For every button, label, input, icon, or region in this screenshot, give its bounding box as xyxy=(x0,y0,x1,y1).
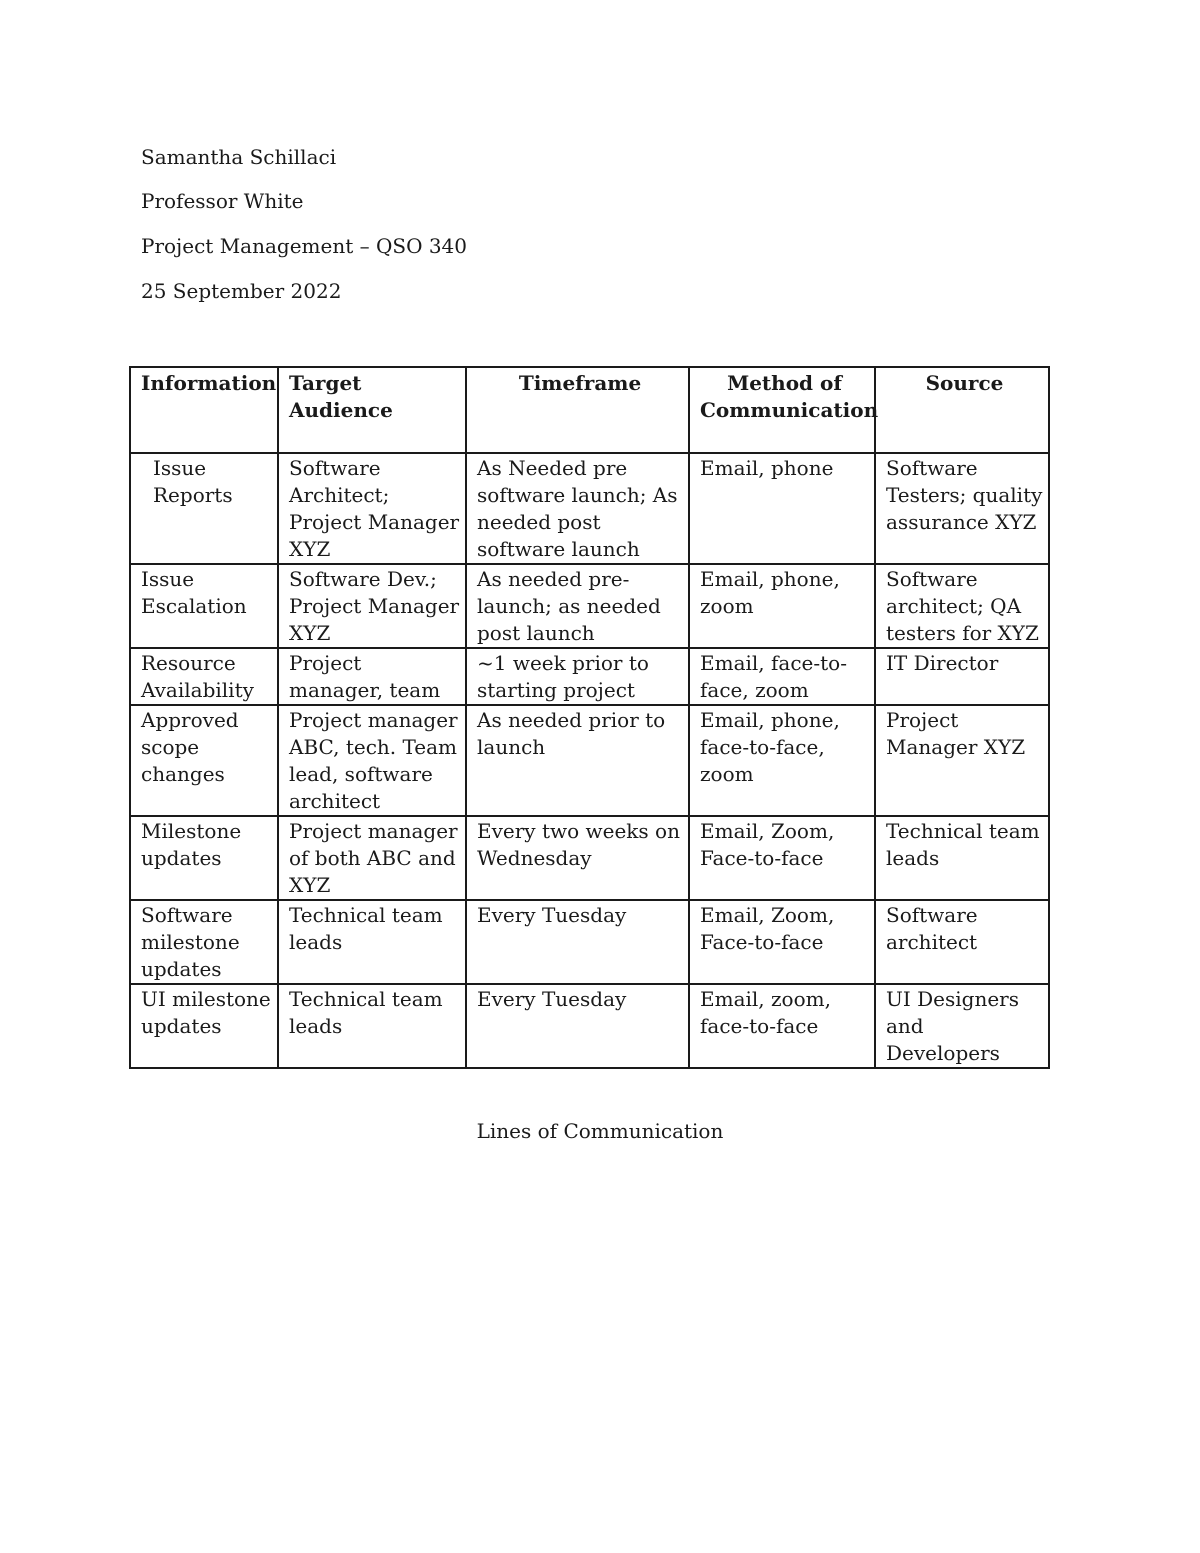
cell-information: Resource Availability xyxy=(130,648,278,705)
cell-source: IT Director xyxy=(875,648,1049,705)
cell-information: Approved scope changes xyxy=(130,705,278,816)
communication-table xyxy=(129,366,1050,1069)
cell-target-audience: Software Architect; Project Manager XYZ xyxy=(278,453,466,564)
cell-source: UI Designers and Developers xyxy=(875,984,1049,1068)
cell-timeframe: Every two weeks on Wednesday xyxy=(466,816,689,900)
cell-target-audience: Project manager of both ABC and XYZ xyxy=(278,816,466,900)
table-row xyxy=(130,564,1049,648)
cell-method: Email, phone, face-to-face, zoom xyxy=(689,705,875,816)
column-header-target-audience: Target Audience xyxy=(278,367,466,453)
table-row xyxy=(130,648,1049,705)
cell-information: UI milestone updates xyxy=(130,984,278,1068)
table-row xyxy=(130,984,1049,1068)
cell-timeframe: Every Tuesday xyxy=(466,900,689,984)
cell-source: Project Manager XYZ xyxy=(875,705,1049,816)
author-name: Samantha Schillaci xyxy=(141,145,337,169)
cell-method: Email, Zoom, Face-to-face xyxy=(689,816,875,900)
cell-information: Milestone updates xyxy=(130,816,278,900)
submission-date: 25 September 2022 xyxy=(141,279,342,303)
column-header-information: Information xyxy=(130,367,278,453)
column-header-method: Method of Communication xyxy=(689,367,875,453)
cell-timeframe: Every Tuesday xyxy=(466,984,689,1068)
course-name: Project Management – QSO 340 xyxy=(141,234,467,258)
cell-information: Software milestone updates xyxy=(130,900,278,984)
table-row xyxy=(130,453,1049,564)
cell-source: Software architect xyxy=(875,900,1049,984)
column-header-source: Source xyxy=(875,367,1049,453)
cell-source: Technical team leads xyxy=(875,816,1049,900)
cell-timeframe: As needed prior to launch xyxy=(466,705,689,816)
cell-target-audience: Project manager, team xyxy=(278,648,466,705)
table-row xyxy=(130,816,1049,900)
cell-method: Email, zoom, face-to-face xyxy=(689,984,875,1068)
cell-timeframe: As Needed pre software launch; As needed post software launch xyxy=(466,453,689,564)
cell-timeframe: As needed pre-launch; as needed post launch xyxy=(466,564,689,648)
cell-method: Email, phone xyxy=(689,453,875,564)
table-caption: Lines of Communication xyxy=(476,1119,724,1143)
cell-source: Software Testers; quality assurance XYZ xyxy=(875,453,1049,564)
cell-timeframe: ~1 week prior to starting project xyxy=(466,648,689,705)
cell-source: Software architect; QA testers for XYZ xyxy=(875,564,1049,648)
cell-target-audience: Technical team leads xyxy=(278,984,466,1068)
cell-information: Issue Reports xyxy=(130,453,278,564)
cell-information: Issue Escalation xyxy=(130,564,278,648)
table-header-row xyxy=(130,367,1049,453)
table-row xyxy=(130,900,1049,984)
cell-target-audience: Project manager ABC, tech. Team lead, software architect xyxy=(278,705,466,816)
table-row xyxy=(130,705,1049,816)
cell-method: Email, face-to-face, zoom xyxy=(689,648,875,705)
cell-method: Email, phone, zoom xyxy=(689,564,875,648)
column-header-timeframe: Timeframe xyxy=(466,367,689,453)
cell-method: Email, Zoom, Face-to-face xyxy=(689,900,875,984)
cell-target-audience: Software Dev.; Project Manager XYZ xyxy=(278,564,466,648)
instructor-name: Professor White xyxy=(141,189,304,213)
cell-target-audience: Technical team leads xyxy=(278,900,466,984)
